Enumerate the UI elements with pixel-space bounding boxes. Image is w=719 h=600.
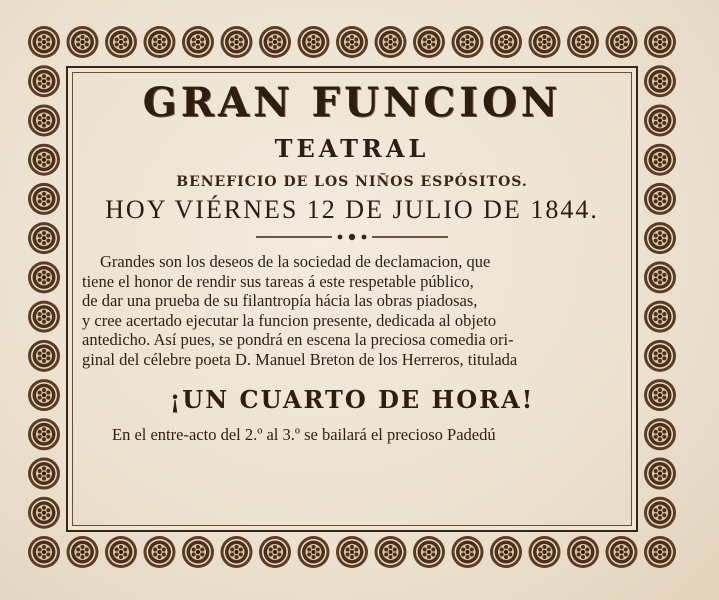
rosette-icon [144,536,176,568]
paragraph-line: de dar una prueba de su filantropía hácia las obras piadosas, [82,291,478,310]
paragraph-line: tiene el honor de rendir sus tareas á este respetable público, [82,271,474,291]
rosette-icon [529,536,561,568]
rosette-icon [259,26,291,58]
body-paragraph [82,252,622,369]
rosette-icon [28,26,60,58]
rosette-icon [144,26,176,58]
play-title: ¡UN CUARTO DE HORA! [169,385,535,414]
rosette-icon [259,536,291,568]
rosette-icon [336,536,368,568]
paragraph-line: antedicho. Así pues, se pondrá en escena la preciosa comedia ori- [82,330,514,349]
rosette-icon [105,536,137,568]
rosette-icon [644,301,676,333]
rosette-icon [490,536,522,568]
rosette-icon [67,26,99,58]
rosette-icon [375,26,407,58]
rosette-icon [28,222,60,254]
rosette-icon [28,65,60,97]
rosette-icon [28,144,60,176]
rosette-icon [375,536,407,568]
benefit-line: BENEFICIO DE LOS NIÑOS ESPÓSITOS. [176,174,528,190]
rosette-icon [490,26,522,58]
poster-content [72,78,632,508]
date-line: HOY VIÉRNES 12 DE JULIO DE 1844. [105,195,599,224]
rosette-icon [644,536,676,568]
rosette-icon [182,536,214,568]
rosette-icon [182,26,214,58]
rosette-icon [644,144,676,176]
paragraph-line: ginal del célebre poeta D. Manuel Breton de los Herreros, titulada [82,349,518,369]
rosette-icon [28,301,60,333]
rosette-icon [644,104,676,136]
rosette-icon [644,65,676,97]
paragraph-line: y cree acertado ejecutar la funcion presente, dedicada al objeto [82,310,497,330]
decorative-rule [252,232,452,242]
rosette-icon [413,26,445,58]
rosette-icon [221,26,253,58]
paragraph-line: Grandes son los deseos de la sociedad de declamacion, que [100,252,491,271]
rosette-icon [644,418,676,450]
rosette-icon [644,497,676,529]
rosette-icon [28,340,60,372]
rosette-icon [452,536,484,568]
rosette-icon [567,536,599,568]
rosette-icon [644,379,676,411]
rosette-icon [644,183,676,215]
rosette-icon [336,26,368,58]
poster-title: GRAN FUNCION [142,79,562,126]
rosette-icon [606,536,638,568]
rosette-icon [298,536,330,568]
rosette-icon [28,418,60,450]
rosette-icon [529,26,561,58]
rosette-icon [644,26,676,58]
rosette-icon [67,536,99,568]
rosette-icon [28,536,60,568]
rosette-icon [644,261,676,293]
rosette-icon [28,379,60,411]
rosette-icon [28,497,60,529]
rosette-icon [413,536,445,568]
rosette-icon [28,104,60,136]
rosette-icon [221,536,253,568]
rosette-icon [644,222,676,254]
rosette-icon [28,458,60,490]
rosette-icon [606,26,638,58]
rosette-icon [298,26,330,58]
rosette-icon [452,26,484,58]
entr-acte-line: En el entre-acto del 2.º al 3.º se bailará el precioso Padedú [112,425,496,444]
rosette-icon [28,261,60,293]
rosette-icon [28,183,60,215]
rosette-icon [105,26,137,58]
poster-subtitle: TEATRAL [274,134,430,163]
rosette-icon [567,26,599,58]
rosette-icon [644,458,676,490]
rosette-icon [644,340,676,372]
